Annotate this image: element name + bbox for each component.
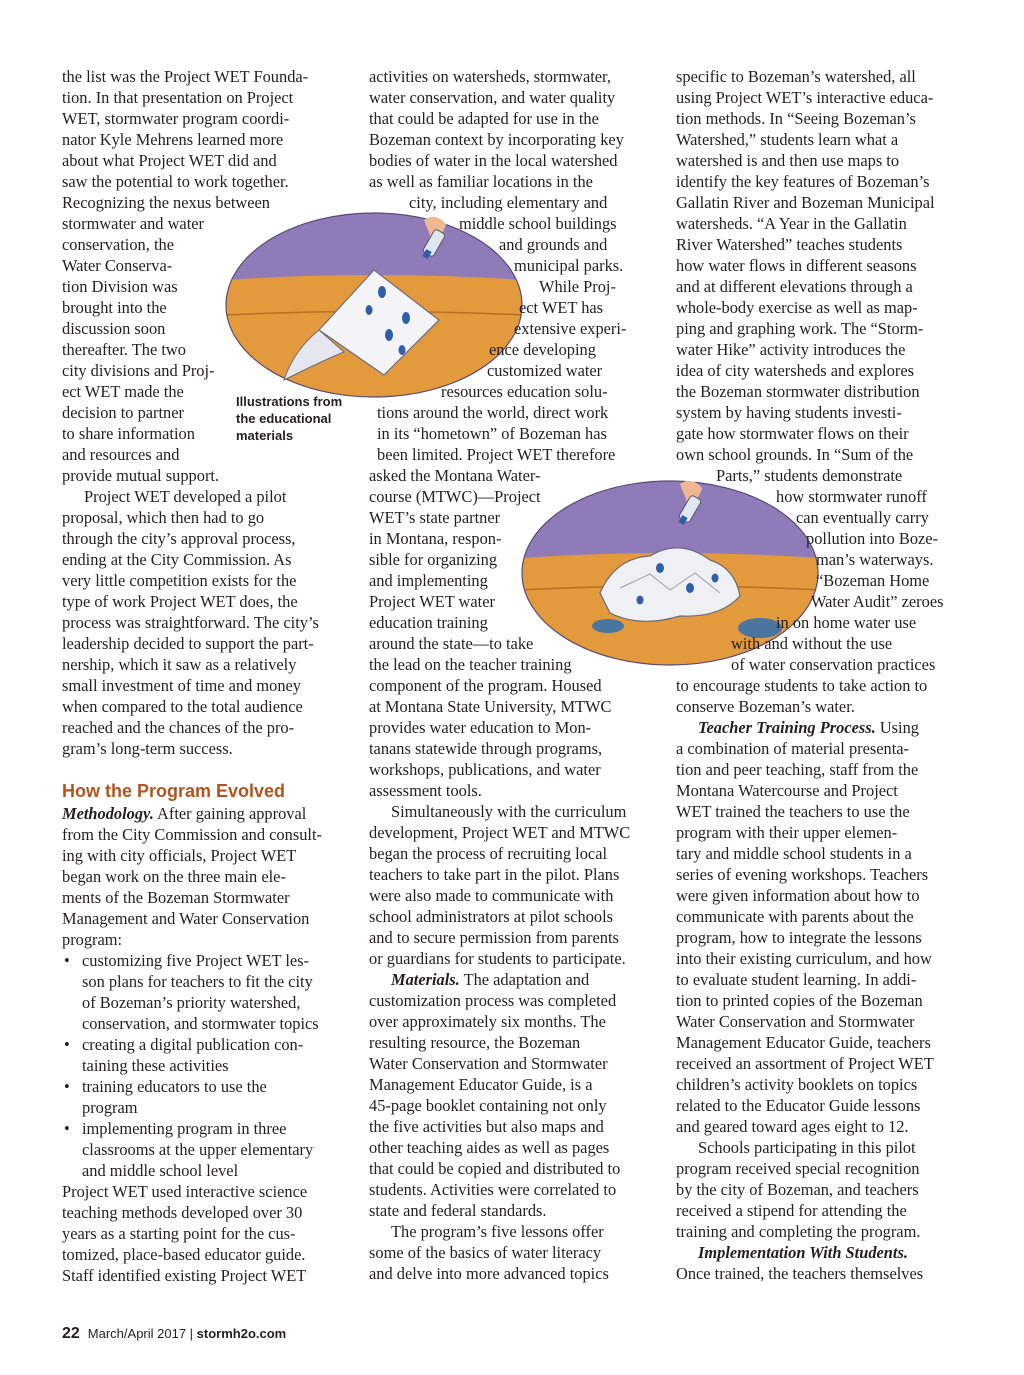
text-line: program received special recognition [676,1159,920,1178]
text-line: materials [236,428,294,443]
text-line: Water Audit” zeroes [811,592,944,611]
text-line: education training [369,613,488,632]
text-line: communicate with parents about the [676,907,914,926]
text-line: Project WET developed a pilot [84,487,287,506]
text-line: children’s activity booklets on topics [676,1075,918,1094]
text-line: that could be copied and distributed to [369,1159,621,1178]
text-line: Management Educator Guide, teachers [676,1033,931,1052]
issue-date: March/April 2017 | [87,1326,197,1341]
page-number: 22 [62,1325,80,1342]
bullet-item [62,950,352,1034]
text-line: state and federal standards. [369,1201,547,1220]
text-line: students. Activities were correlated to [369,1180,617,1199]
text-line: water Hike” activity introduces the [676,340,906,359]
text-line: Simultaneously with the curriculum [391,802,627,821]
text-line: series of evening workshops. Teachers [676,865,929,884]
text-line: the educational [236,411,332,426]
materials-label: Materials. [391,970,460,989]
col3-impl [676,1242,968,1284]
text-line: gram’s long-term success. [62,739,233,758]
bullet-item [62,1076,352,1118]
text-line: “Bozeman Home [816,571,930,590]
text-line: tion to printed copies of the Bozeman [676,991,923,1010]
text-line: resulting resource, the Bozeman [369,1033,581,1052]
text-line: of water conservation practices [731,655,936,674]
col1-methodology [62,803,352,950]
materials-first: The adaptation and [459,970,590,989]
text-line: by the city of Bozeman, and teachers [676,1180,919,1199]
text-line: Staff identified existing Project WET [62,1266,307,1285]
col3-para3 [676,1137,968,1242]
text-line: type of work Project WET does, the [62,592,298,611]
text-line: to encourage students to take action to [676,676,928,695]
text-line: ending at the City Commission. As [62,550,292,569]
text-line: whole-body exercise as well as map- [676,298,918,317]
text-line: a combination of material presenta- [676,739,910,758]
text-line: that could be adapted for use in the [369,109,599,128]
text-line: component of the program. Housed [369,676,602,695]
text-line: school administrators at pilot schools [369,907,614,926]
text-line: around the state—to take [369,634,534,653]
text-line: assessment tools. [369,781,482,800]
text-line: Water Conserva- [62,256,173,275]
text-line: tary and middle school students in a [676,844,912,863]
implementation-label: Implementation With Students. [698,1243,908,1262]
teacher-text [676,738,968,1137]
text-line: system by having students investi- [676,403,902,422]
text-line: conserve Bozeman’s water. [676,697,855,716]
text-line: years as a starting point for the cus- [62,1224,296,1243]
text-line: sible for organizing [369,550,498,569]
bullet-line: • training educators to use the [62,1076,352,1097]
text-line: Gallatin River and Bozeman Municipal [676,193,935,212]
bullet-item [62,1118,352,1181]
materials-text [369,990,661,1221]
text-line: over approximately six months. The [369,1012,606,1031]
column-3 [676,66,968,1284]
text-line: discussion soon [62,319,166,338]
text-line: 45-page booklet containing not only [369,1096,607,1115]
text-line: in on home water use [776,613,917,632]
text-line: municipal parks. [514,256,624,275]
text-line: provides water education to Mon- [369,718,592,737]
text-line: Recognizing the nexus between [62,193,271,212]
text-line: tomized, place-based educator guide. [62,1245,306,1264]
text-line: ect WET made the [62,382,184,401]
text-line: city, including elementary and [409,193,608,212]
bullet-list [62,950,352,1181]
text-line: Project WET used interactive science [62,1182,308,1201]
text-line: from the City Commission and consult- [62,825,322,844]
text-line: very little competition exists for the [62,571,297,590]
text-line: through the city’s approval process, [62,529,296,548]
text-line: been limited. Project WET therefore [377,445,616,464]
text-line: middle school buildings [459,214,617,233]
page-footer [62,1325,286,1343]
text-line: in Montana, respon- [369,529,502,548]
bullet-line: of Bozeman’s priority watershed, [82,993,301,1012]
text-line: bodies of water in the local watershed [369,151,618,170]
text-line: and grounds and [499,235,608,254]
text-line: and geared toward ages eight to 12. [676,1117,909,1136]
col2-para1 [369,66,661,276]
col1-para2 [62,486,352,759]
text-line: Watershed,” students learn what a [676,130,899,149]
text-line: tions around the world, direct work [377,403,609,422]
text-line: watersheds. “A Year in the Gallatin [676,214,907,233]
text-line: to share information [62,424,195,443]
text-line: workshops, publications, and water [369,760,601,779]
text-line: activities on watersheds, stormwater, [369,67,611,86]
text-line: were also made to communicate with [369,886,614,905]
text-line: teachers to take part in the pilot. Plans [369,865,620,884]
text-line: related to the Educator Guide lessons [676,1096,921,1115]
illustration-caption [236,393,366,444]
text-line: program, how to integrate the lessons [676,928,922,947]
col2-para3 [369,801,661,969]
text-line: own school grounds. In “Sum of the [676,445,914,464]
text-line: can eventually carry [796,508,929,527]
text-line: were given information about how to [676,886,920,905]
bullet-line: program [82,1098,138,1117]
text-line: stormwater and water [62,214,204,233]
text-line: WET’s state partner [369,508,501,527]
text-line: in its “hometown” of Bozeman has [377,424,607,443]
text-line: Project WET water [369,592,495,611]
text-line: and to secure permission from parents [369,928,619,947]
col2-para5 [369,1221,661,1284]
text-line: asked the Montana Water- [369,466,541,485]
text-line: tion Division was [62,277,178,296]
text-line: and at different elevations through a [676,277,913,296]
text-line: to evaluate student learning. In addi- [676,970,917,989]
col2-materials [369,969,661,1221]
text-line: course (MTWC)—Project [369,487,541,506]
text-line: specific to Bozeman’s watershed, all [676,67,916,86]
text-line: Schools participating in this pilot [698,1138,916,1157]
text-line: ence developing [489,340,596,359]
text-line: provide mutual support. [62,466,220,485]
text-line: and resources and [62,445,180,464]
text-line: program with their upper elemen- [676,823,898,842]
text-line: teaching methods developed over 30 [62,1203,303,1222]
text-line: and implementing [369,571,488,590]
text-line: at Montana State University, MTWC [369,697,612,716]
text-line: about what Project WET did and [62,151,277,170]
text-line: the five activities but also maps and [369,1117,604,1136]
text-line: process was straightforward. The city’s [62,613,319,632]
text-line: city divisions and Proj- [62,361,215,380]
text-line: began the process of recruiting local [369,844,608,863]
text-line: reached and the chances of the pro- [62,718,295,737]
col1-closing [62,1181,352,1286]
text-line: how water flows in different seasons [676,256,917,275]
text-line: The program’s five lessons offer [391,1222,604,1241]
text-line: customization process was completed [369,991,617,1010]
site-url[interactable]: stormh2o.com [196,1326,287,1341]
text-line: WET, stormwater program coordi- [62,109,290,128]
text-line: man’s waterways. [816,550,934,569]
text-line: Once trained, the teachers themselves [676,1264,924,1283]
text-line: ect WET has [519,298,604,317]
bullet-line: classrooms at the upper elementary [82,1140,314,1159]
text-line: nator Kyle Mehrens learned more [62,130,284,149]
text-line: how stormwater runoff [776,487,927,506]
bullet-line: • customizing five Project WET les- [62,950,352,971]
text-line: as well as familiar locations in the [369,172,593,191]
text-line: received an assortment of Project WET [676,1054,934,1073]
text-line: River Watershed” teaches students [676,235,903,254]
methodology-label: Methodology. [62,804,154,823]
text-line: proposal, which then had to go [62,508,265,527]
text-line: ing with city officials, Project WET [62,846,297,865]
section-heading: How the Program Evolved [62,781,286,801]
text-line: saw the potential to work together. [62,172,289,191]
bullet-line: • creating a digital publication con- [62,1034,352,1055]
text-line: WET trained the teachers to use the [676,802,910,821]
text-line: extensive experi- [514,319,627,338]
bullet-line: taining these activities [82,1056,229,1075]
text-line: tion and peer teaching, staff from the [676,760,919,779]
text-line: when compared to the total audience [62,697,303,716]
teacher-first: Using [875,718,919,737]
text-line: Montana Watercourse and Project [676,781,898,800]
text-line: While Proj- [539,277,616,296]
text-line: began work on the three main ele- [62,867,286,886]
text-line: tion methods. In “Seeing Bozeman’s [676,109,916,128]
text-line: ping and graphing work. The “Storm- [676,319,924,338]
text-line: development, Project WET and MTWC [369,823,631,842]
text-line: decision to partner [62,403,184,422]
methodology-first: After gaining approval [153,804,307,823]
methodology-text [62,824,352,950]
teacher-training-label: Teacher Training Process. [698,718,876,737]
text-line: Management Educator Guide, is a [369,1075,593,1094]
text-line: Illustrations from [236,394,343,409]
text-line: identify the key features of Bozeman’s [676,172,930,191]
text-line: Management and Water Conservation [62,909,310,928]
bullet-line: son plans for teachers to fit the city [82,972,313,991]
text-line: brought into the [62,298,167,317]
text-line: and delve into more advanced topics [369,1264,609,1283]
text-line: Parts,” students demonstrate [716,466,903,485]
text-line: Water Conservation and Stormwater [676,1012,915,1031]
text-line: or guardians for students to participate. [369,949,626,968]
text-line: other teaching aides as well as pages [369,1138,610,1157]
text-line: Bozeman context by incorporating key [369,130,624,149]
text-line: training and completing the program. [676,1222,921,1241]
text-line: tanans statewide through programs, [369,739,603,758]
text-line: Water Conservation and Stormwater [369,1054,608,1073]
text-line: some of the basics of water literacy [369,1243,602,1262]
bullet-line: conservation, and stormwater topics [82,1014,319,1033]
text-line: idea of city watersheds and explores [676,361,915,380]
text-line: nership, which it saw as a relatively [62,655,297,674]
text-line: small investment of time and money [62,676,301,695]
text-line: the lead on the teacher training [369,655,572,674]
text-line: ments of the Bozeman Stormwater [62,888,290,907]
col3-para1 [676,66,968,717]
bullet-line: • implementing program in three [62,1118,352,1139]
text-line: conservation, the [62,235,174,254]
text-line: the Bozeman stormwater distribution [676,382,920,401]
text-line: into their existing curriculum, and how [676,949,932,968]
text-line: with and without the use [731,634,893,653]
text-line: the list was the Project WET Founda- [62,67,309,86]
text-line: program: [62,930,123,949]
text-line: leadership decided to support the part- [62,634,314,653]
bullet-item [62,1034,352,1076]
text-line: received a stipend for attending the [676,1201,907,1220]
text-line: customized water [487,361,603,380]
impl-text [676,1263,968,1284]
text-line: water conservation, and water quality [369,88,616,107]
col3-teacher [676,717,968,1137]
column-2 [369,66,661,1284]
text-line: resources education solu- [441,382,608,401]
text-line: thereafter. The two [62,340,186,359]
text-line: watershed is and then use maps to [676,151,900,170]
text-line: gate how stormwater flows on their [676,424,909,443]
text-line: tion. In that presentation on Project [62,88,294,107]
text-line: pollution into Boze- [806,529,939,548]
text-line: using Project WET’s interactive educa- [676,88,934,107]
bullet-line: and middle school level [82,1161,239,1180]
